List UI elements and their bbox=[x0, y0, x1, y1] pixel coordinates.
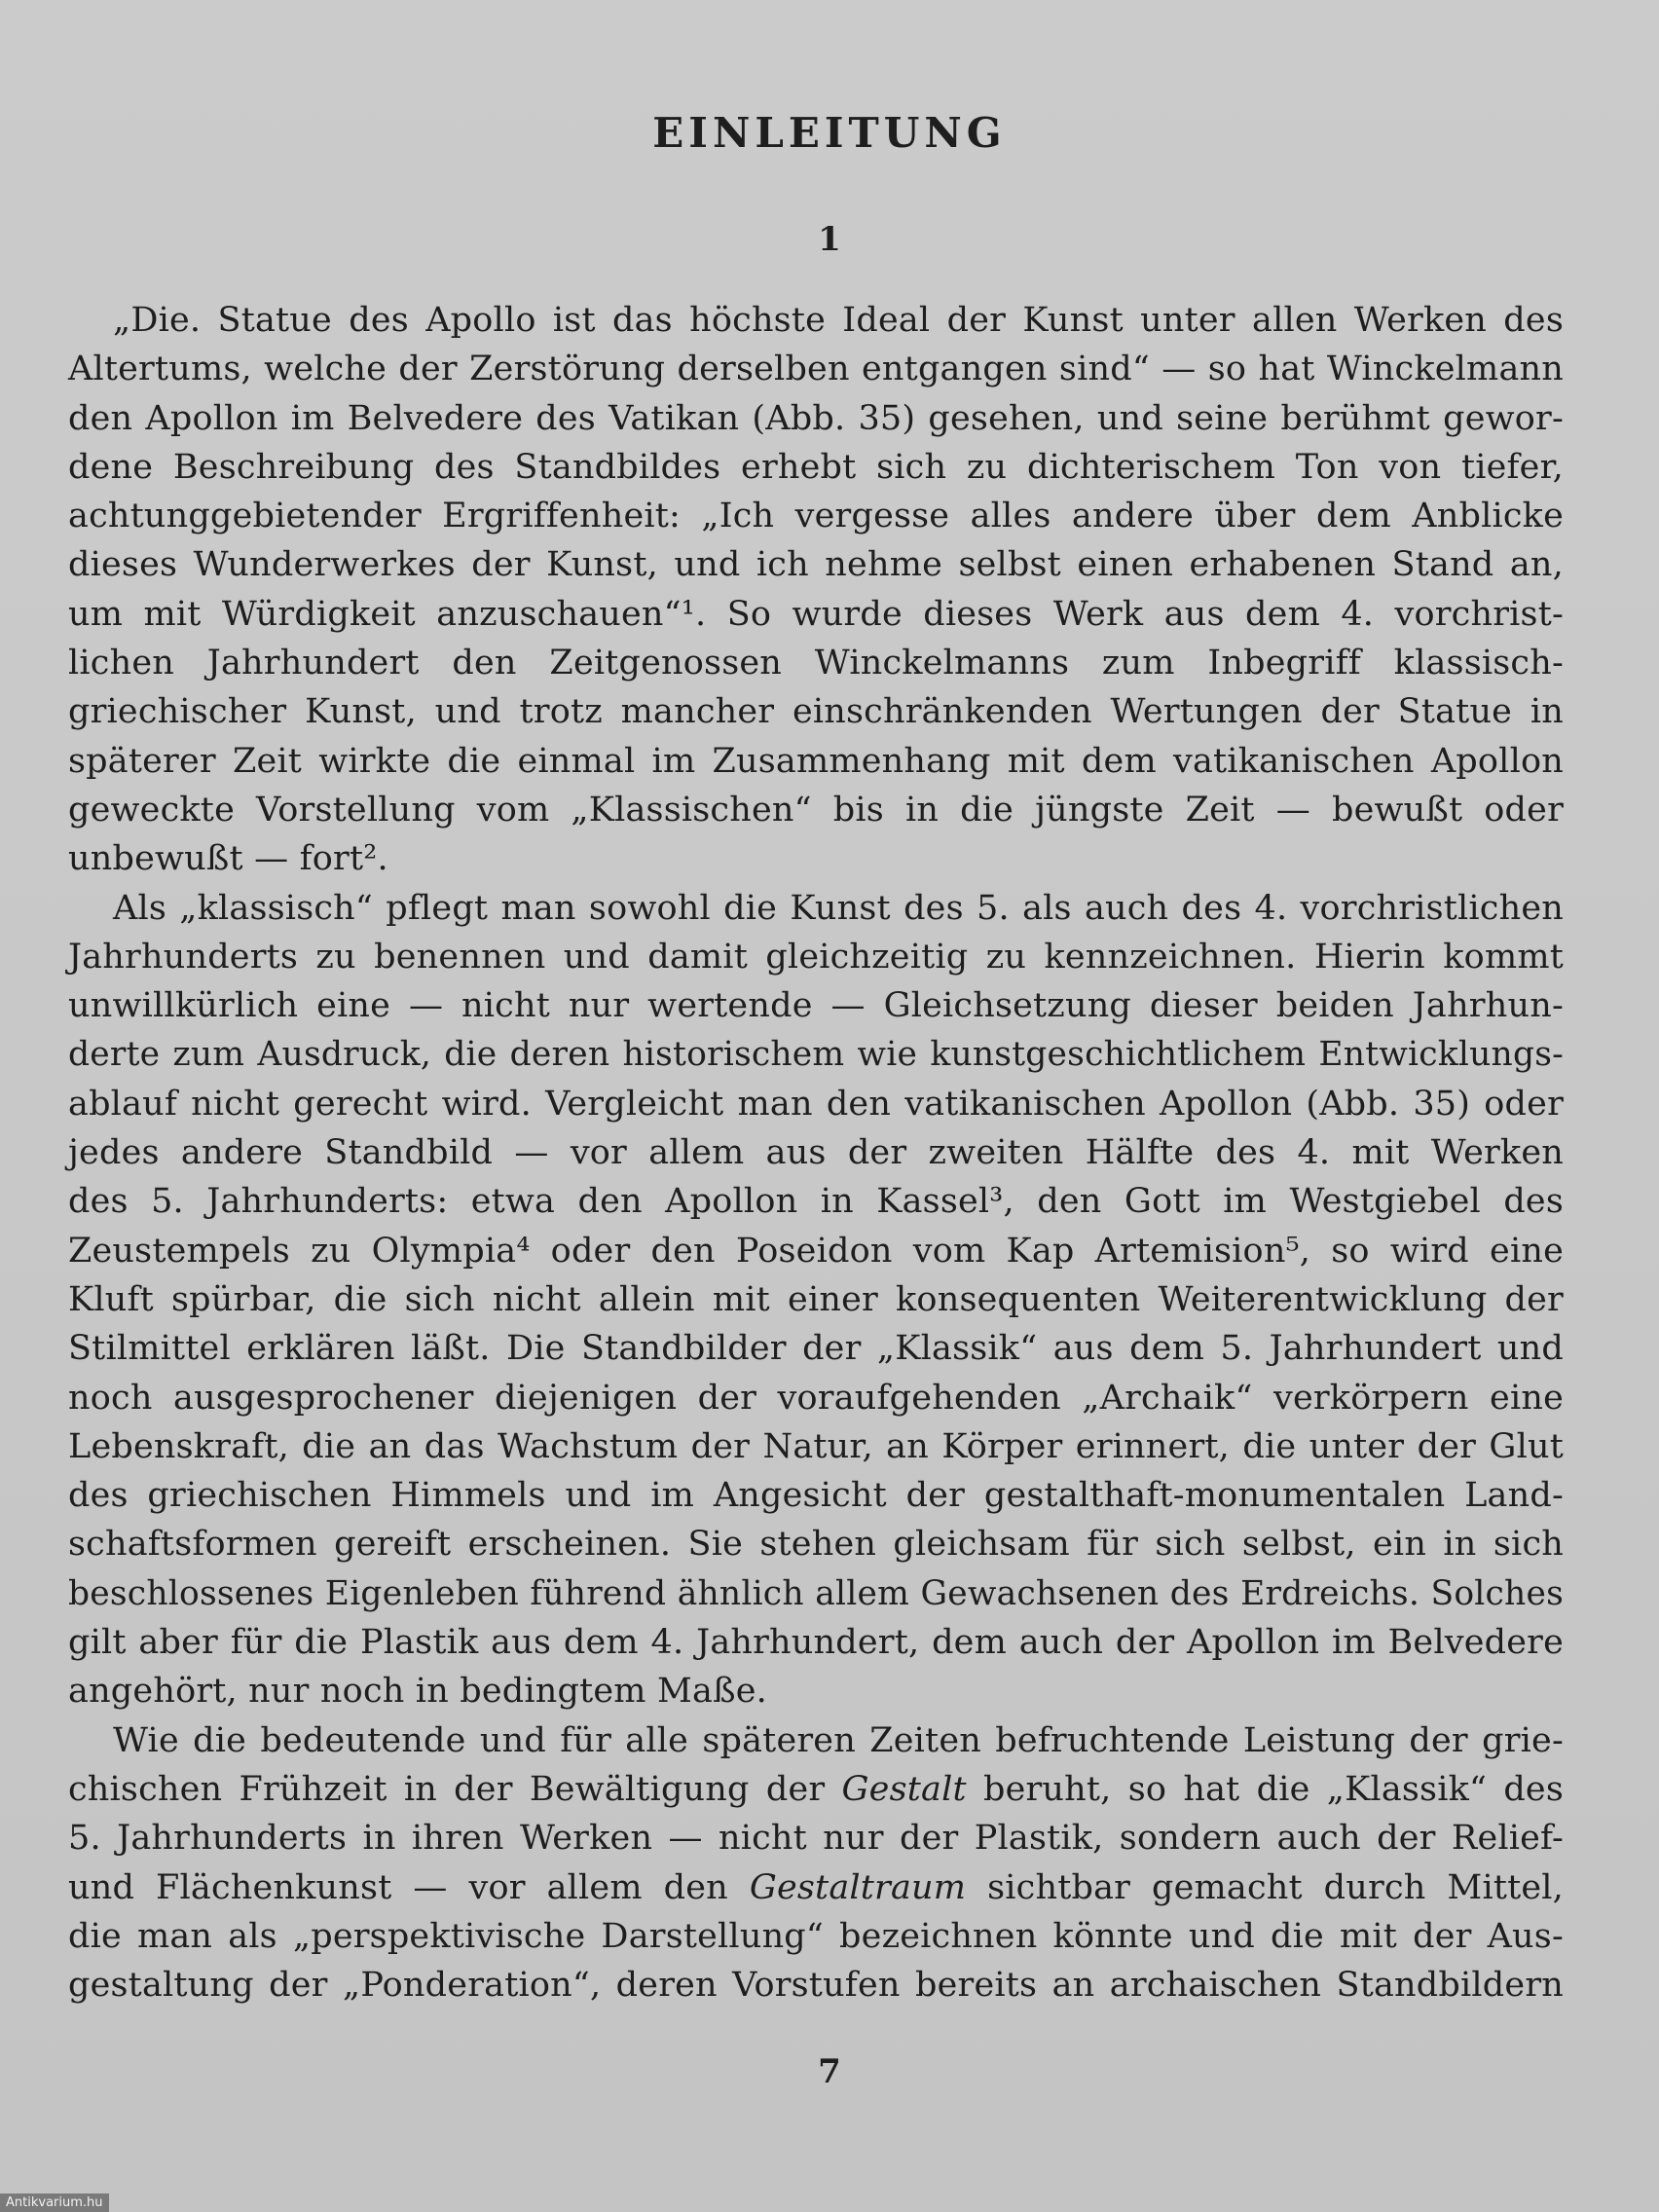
body-text bbox=[68, 296, 1564, 2009]
text-line: dieses Wunderwerkes der Kunst, und ich nehme selbst einen erhabenen Stand an, bbox=[68, 545, 1564, 585]
text-line: dene Beschreibung des Standbildes erhebt sich zu dichterischem Ton von tiefer, bbox=[68, 447, 1564, 487]
text-line: unbewußt — fort². bbox=[68, 839, 388, 879]
text-line: und Flächenkunst — vor allem den Gestaltraum sichtbar gemacht durch Mittel, bbox=[68, 1867, 1565, 1907]
text-line: die man als „perspektivische Darstellung“ bezeichnen könnte und die mit der Aus- bbox=[68, 1916, 1564, 1956]
text-line: späterer Zeit wirkte die einmal im Zusammenhang mit dem vatikanischen Apollon bbox=[68, 741, 1564, 781]
paragraph-2 bbox=[68, 884, 1564, 1716]
text-line: angehört, nur noch in bedingtem Maße. bbox=[68, 1672, 767, 1712]
text-line: Jahrhunderts zu benennen und damit gleichzeitig zu kennzeichnen. Hierin kommt bbox=[68, 937, 1564, 977]
paragraph-3 bbox=[68, 1716, 1564, 2010]
chapter-title: EINLEITUNG bbox=[652, 109, 1007, 157]
text-line: gilt aber für die Plastik aus dem 4. Jahrhundert, dem auch der Apollon im Belvedere bbox=[68, 1623, 1564, 1663]
text-line: chischen Frühzeit in der Bewältigung der Gestalt beruht, so hat die „Klassik“ des bbox=[68, 1769, 1564, 1809]
section-number: 1 bbox=[818, 220, 841, 259]
text-line: achtunggebietender Ergriffenheit: „Ich vergesse alles andere über dem Anblicke bbox=[68, 497, 1564, 536]
paragraph-1 bbox=[68, 296, 1564, 884]
text-line: derte zum Ausdruck, die deren historischem wie kunstgeschichtlichem Entwicklungs- bbox=[68, 1035, 1564, 1075]
text-line: 5. Jahrhunderts in ihren Werken — nicht nur der Plastik, sondern auch der Relief- bbox=[68, 1819, 1564, 1859]
text-line: den Apollon im Belvedere des Vatikan (Abb. 35) gesehen, und seine berühmt gewor- bbox=[68, 398, 1564, 438]
text-line: Altertums, welche der Zerstörung derselben entgangen sind“ — so hat Winckelmann bbox=[68, 350, 1564, 389]
text-line: des 5. Jahrhunderts: etwa den Apollon in Kassel³, den Gott im Westgiebel des bbox=[68, 1182, 1564, 1222]
text-line: noch ausgesprochener diejenigen der voraufgehenden „Archaik“ verkörpern eine bbox=[68, 1378, 1564, 1418]
text-line: Zeustempels zu Olympia⁴ oder den Poseidon vom Kap Artemision⁵, so wird eine bbox=[68, 1231, 1564, 1271]
text-line: geweckte Vorstellung vom „Klassischen“ bis in die jüngste Zeit — bewußt oder bbox=[68, 790, 1564, 830]
text-line: Wie die bedeutende und für alle späteren Zeiten befruchtende Leistung der grie- bbox=[113, 1720, 1564, 1760]
text-line: „Die. Statue des Apollo ist das höchste Ideal der Kunst unter allen Werken des bbox=[113, 301, 1564, 340]
text-line: Stilmittel erklären läßt. Die Standbilder der „Klassik“ aus dem 5. Jahrhundert und bbox=[68, 1329, 1564, 1369]
text-line: Als „klassisch“ pflegt man sowohl die Kunst des 5. als auch des 4. vorchristlichen bbox=[113, 888, 1564, 928]
text-line: beschlossenes Eigenleben führend ähnlich allem Gewachsenen des Erdreichs. Solches bbox=[68, 1573, 1564, 1613]
text-line: schaftsformen gereift erscheinen. Sie stehen gleichsam für sich selbst, ein in sich bbox=[68, 1525, 1564, 1565]
text-line: Lebenskraft, die an das Wachstum der Natur, an Körper erinnert, die unter der Glut bbox=[68, 1426, 1564, 1466]
page-number: 7 bbox=[818, 2052, 841, 2091]
text-line: ablauf nicht gerecht wird. Vergleicht man den vatikanischen Apollon (Abb. 35) oder bbox=[68, 1084, 1564, 1124]
text-line: gestaltung der „Ponderation“, deren Vorstufen bereits an archaischen Standbildern bbox=[68, 1966, 1564, 2006]
text-line: um mit Würdigkeit anzuschauen“¹. So wurde dieses Werk aus dem 4. vorchrist- bbox=[68, 594, 1564, 634]
text-line: griechischer Kunst, und trotz mancher einschränkenden Wertungen der Statue in bbox=[68, 692, 1564, 732]
text-line: Kluft spürbar, die sich nicht allein mit einer konsequenten Weiterentwicklung der bbox=[68, 1279, 1564, 1319]
text-line: lichen Jahrhundert den Zeitgenossen Winckelmanns zum Inbegriff klassisch- bbox=[68, 644, 1564, 683]
text-line: jedes andere Standbild — vor allem aus der zweiten Hälfte des 4. mit Werken bbox=[68, 1133, 1564, 1173]
watermark: Antikvarium.hu bbox=[0, 2194, 109, 2212]
text-line: unwillkürlich eine — nicht nur wertende — Gleichsetzung dieser beiden Jahrhun- bbox=[68, 986, 1564, 1026]
text-line: des griechischen Himmels und im Angesicht der gestalthaft-monumentalen Land- bbox=[68, 1476, 1564, 1516]
